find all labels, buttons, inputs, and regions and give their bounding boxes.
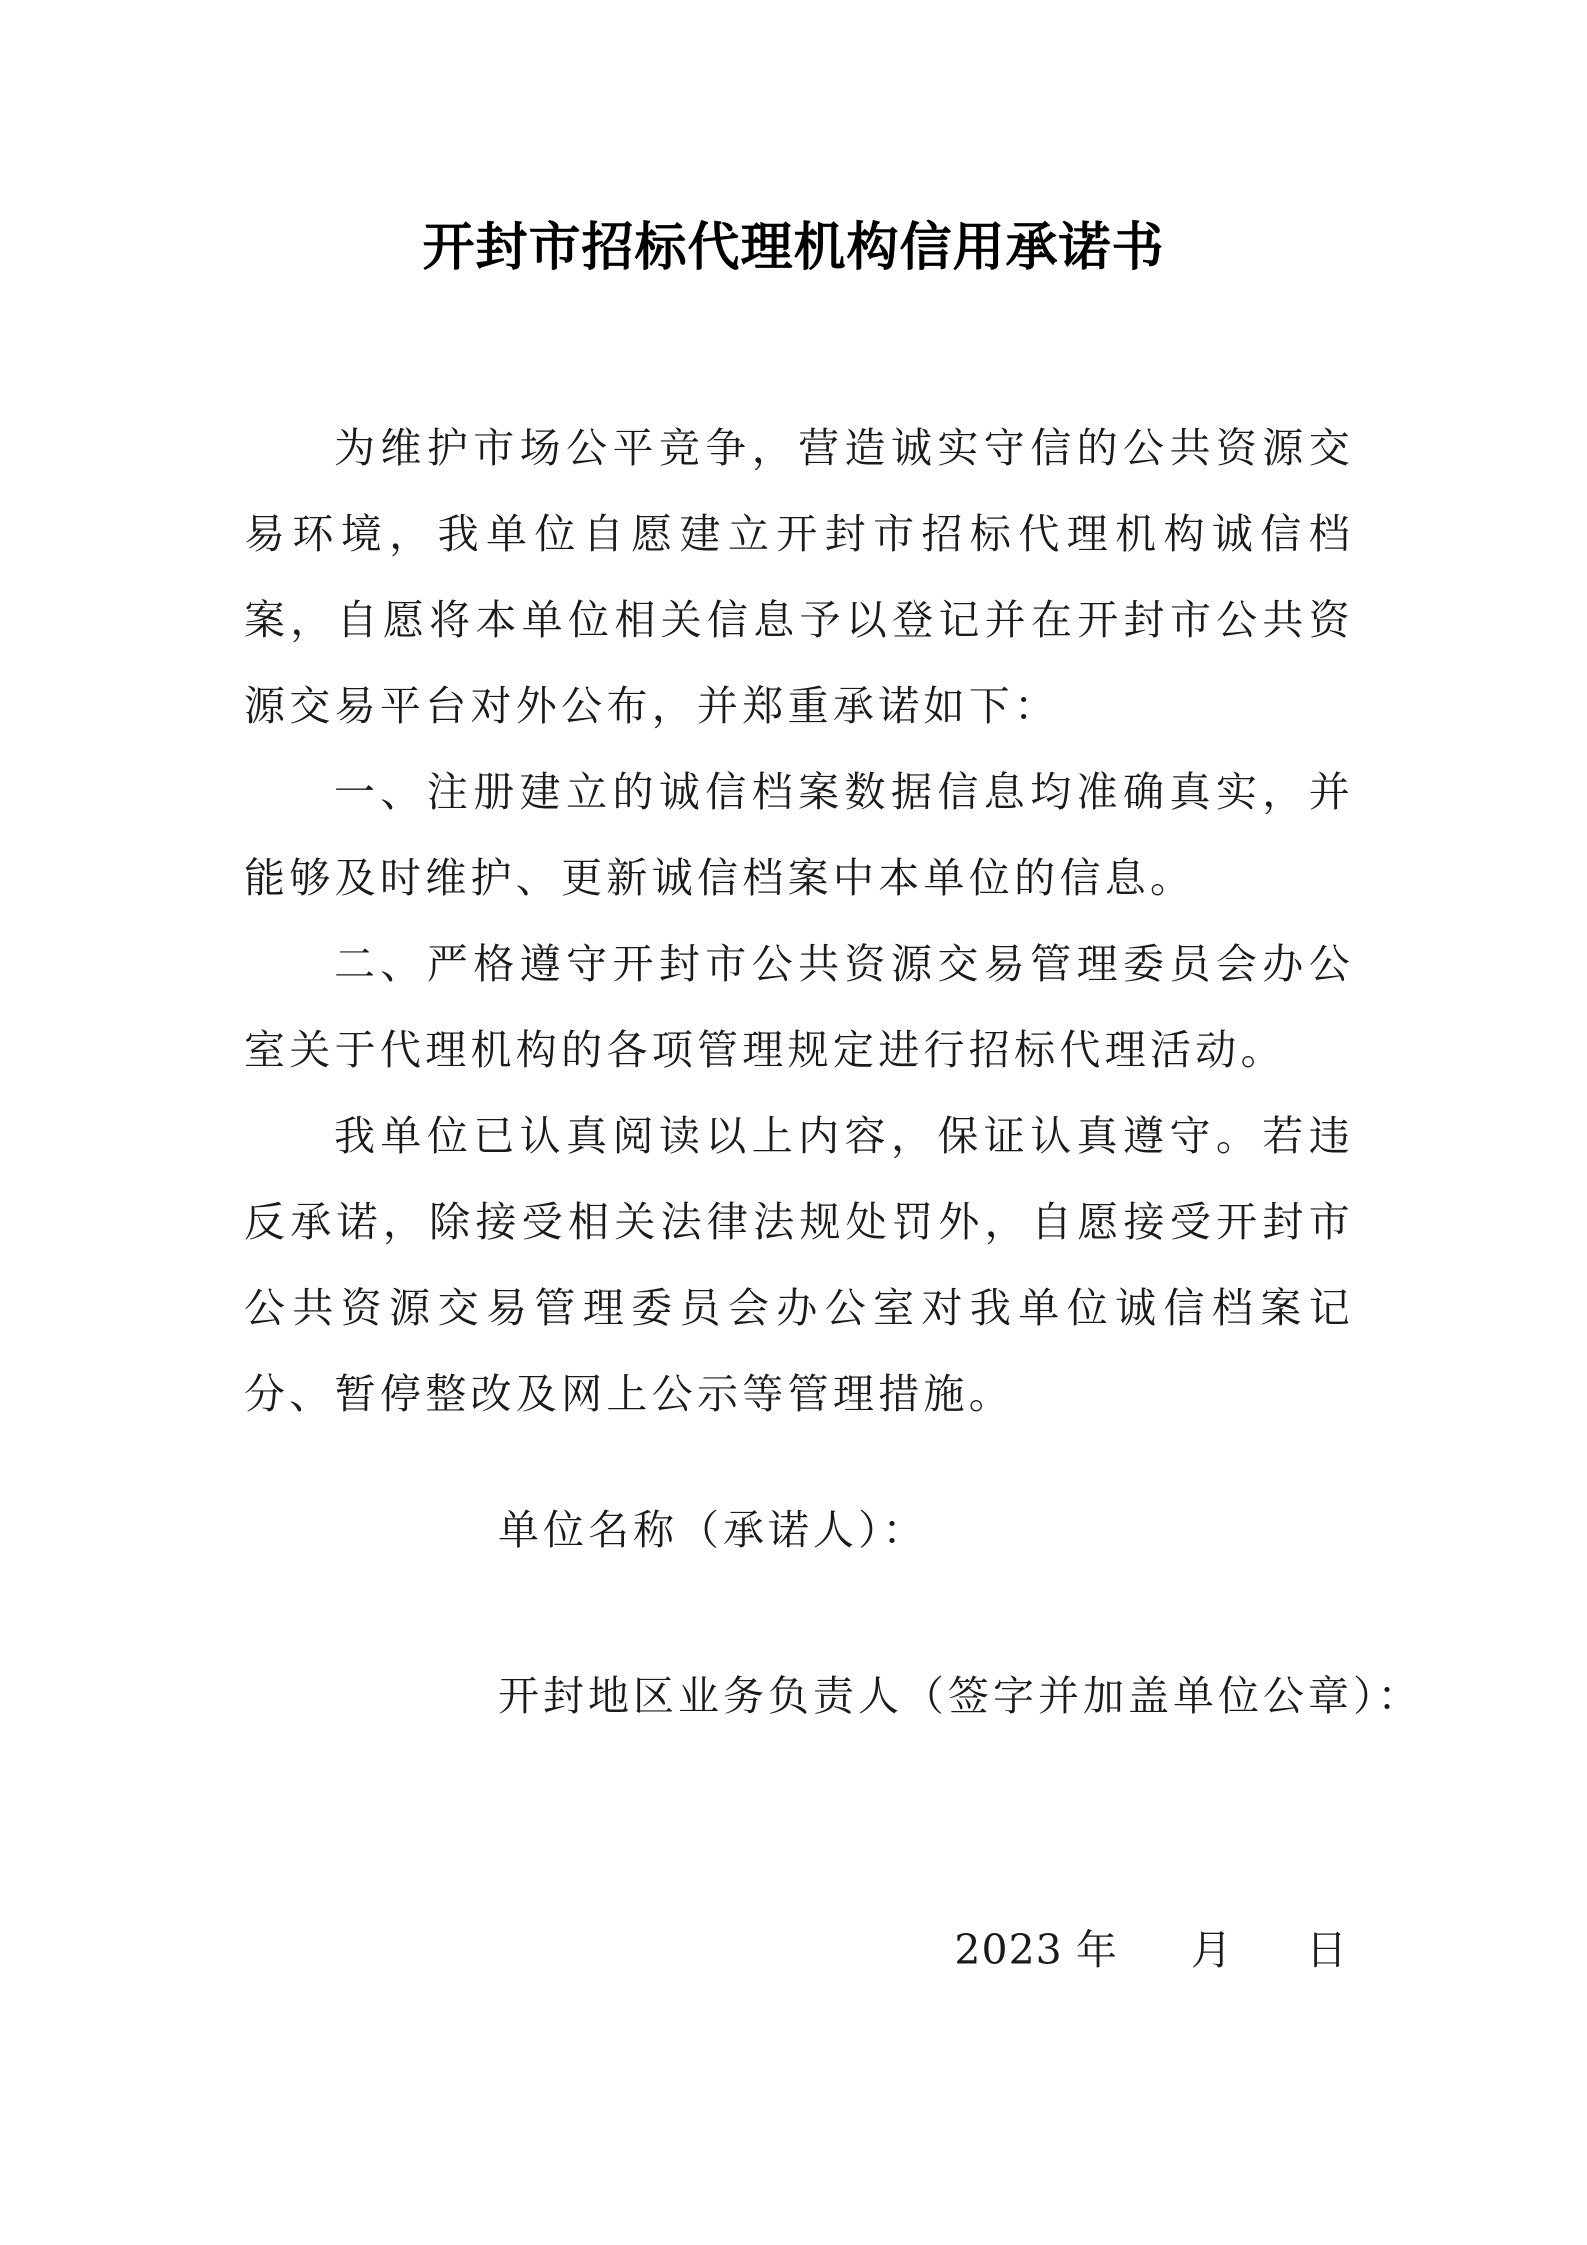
document-title: 开封市招标代理机构信用承诺书 — [422, 217, 1165, 278]
paragraph-closing: 我单位已认真阅读以上内容，保证认真遵守。若违反承诺，除接受相关法律法规处罚外，自愿接受开封市公共资源交易管理委员会办公室对我单位诚信档案记分、暂停整改及网上公示等管理措施。 — [244, 1112, 1354, 1418]
date-year-unit: 年 — [1075, 1926, 1117, 1974]
date-day-unit: 日 — [1306, 1926, 1347, 1974]
date-line — [954, 1920, 1347, 1980]
paragraph-intro: 为维护市场公平竞争，营造诚实守信的公共资源交易环境，我单位自愿建立开封市招标代理机构诚信档案，自愿将本单位相关信息予以登记并在开封市公共资源交易平台对外公布，并郑重承诺如下： — [244, 424, 1354, 730]
responsible-person-label: 开封地区业务负责人（签字并加盖单位公章）： — [498, 1672, 1423, 1720]
document-body — [244, 405, 1354, 1437]
paragraph-commitment-1: 一、注册建立的诚信档案数据信息均准确真实，并能够及时维护、更新诚信档案中本单位的信息。 — [244, 768, 1354, 902]
unit-name-label: 单位名称（承诺人）： — [498, 1506, 928, 1554]
date-month-unit: 月 — [1190, 1926, 1232, 1974]
date-year: 2023 — [954, 1926, 1063, 1974]
paragraph-commitment-2: 二、严格遵守开封市公共资源交易管理委员会办公室关于代理机构的各项管理规定进行招标代理活动。 — [244, 940, 1354, 1074]
